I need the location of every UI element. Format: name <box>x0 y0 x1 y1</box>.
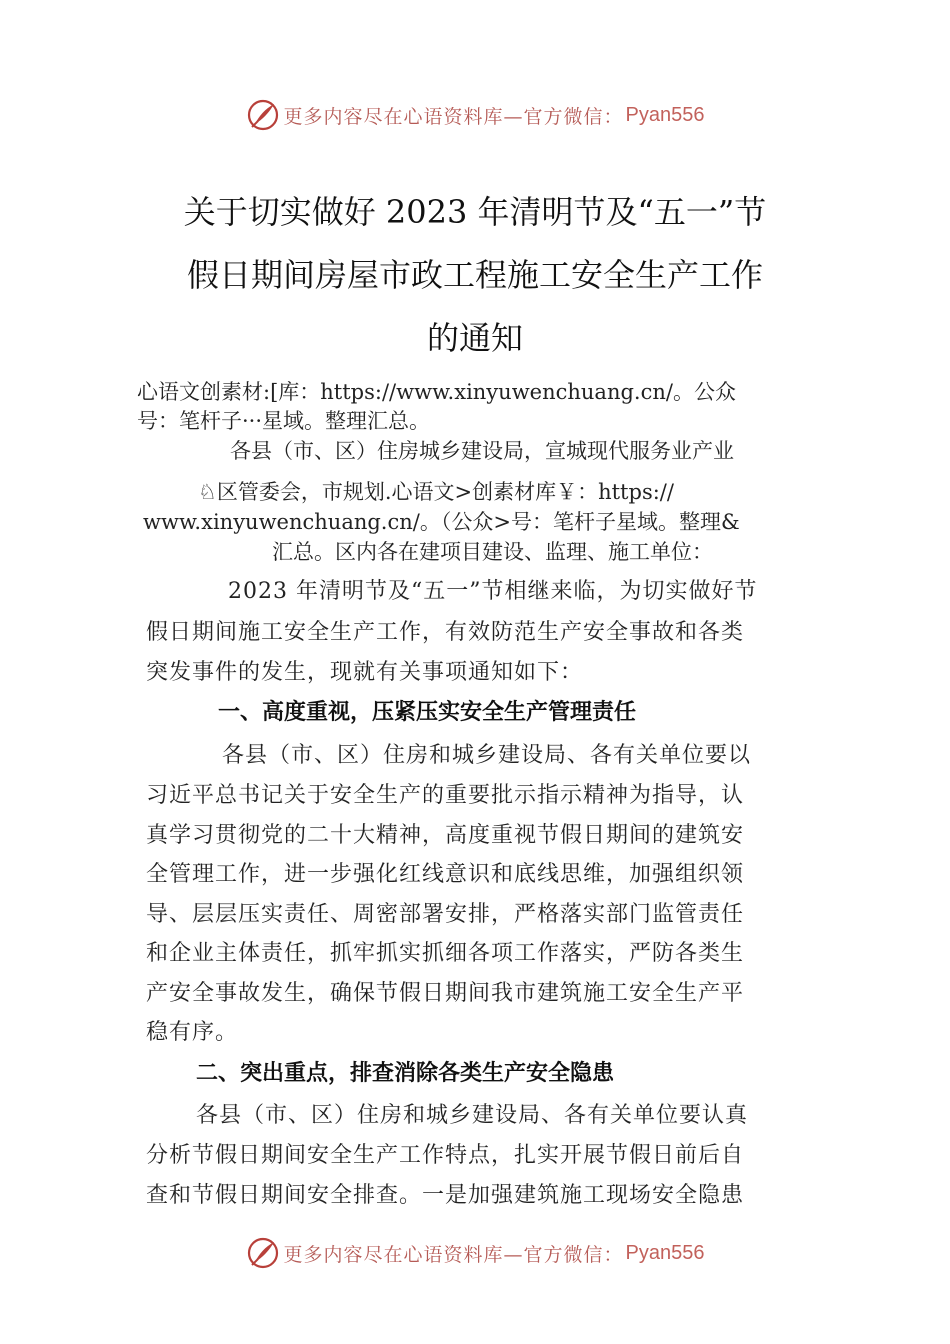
recipients-line-1: 各县（市、区）住房城乡建设局，宣城现代服务业产业 <box>230 439 734 463</box>
watermark-wechat-id: Pyan556 <box>625 1241 705 1264</box>
section-2-line-2: 分析节假日期间安全生产工作特点，扎实开展节假日前后自 <box>146 1143 745 1168</box>
section-1-line-6: 和企业主体责任，抓牢抓实抓细各项工作落实，严防各类生 <box>146 941 745 966</box>
section-1-line-1: 各县（市、区）住房和城乡建设局、各有关单位要以 <box>222 743 752 768</box>
intro-line-2: 假日期间施工安全生产工作，有效防范生产安全事故和各类 <box>146 620 745 645</box>
document-title-line-2: 假日期间房屋市政工程施工安全生产工作 <box>186 256 763 294</box>
section-1-line-4: 全管理工作，进一步强化红线意识和底线思维，加强组织领 <box>146 862 745 887</box>
section-1-heading: 一、高度重视，压紧压实安全生产管理责任 <box>218 700 637 725</box>
watermark-text: 更多内容尽在心语资料库—官方微信： <box>283 1243 624 1266</box>
section-1-line-3: 真学习贯彻党的二十大精神，高度重视节假日期间的建筑安 <box>146 823 745 848</box>
section-2-line-3: 查和节假日期间安全排查。一是加强建筑施工现场安全隐患 <box>146 1183 745 1208</box>
document-title-line-1: 关于切实做好 2023 年清明节及“五一”节 <box>183 193 767 231</box>
watermark-banner-top <box>0 95 950 135</box>
document-title-line-3: 的通知 <box>426 319 523 357</box>
section-1-line-5: 导、层层压实责任、周密部署安排，严格落实部门监管责任 <box>146 902 745 927</box>
source-note-line-1: 心语文创素材:[库：https://www.xinyuwenchuang.cn/。公众 <box>137 380 736 404</box>
intro-line-3: 突发事件的发生，现就有关事项通知如下： <box>146 660 584 685</box>
section-1-line-2: 习近平总书记关于安全生产的重要批示指示精神为指导，认 <box>146 783 745 808</box>
watermark-text: 更多内容尽在心语资料库—官方微信： <box>283 105 624 128</box>
watermark-banner-bottom <box>0 1233 950 1273</box>
intro-line-1: 2023 年清明节及“五一”节相继来临，为切实做好节 <box>228 579 758 604</box>
quill-pen-logo-icon <box>246 1236 280 1270</box>
section-2-line-1: 各县（市、区）住房和城乡建设局、各有关单位要认真 <box>196 1103 749 1128</box>
recipients-line-3: www.xinyuwenchuang.cn/。（公众>号：笔杆子星域。整理& <box>143 510 740 534</box>
recipients-line-2: ♘区管委会，市规划.心语文>创素材库￥：https:// <box>198 480 674 504</box>
watermark-wechat-id: Pyan556 <box>625 103 705 126</box>
source-note-line-2: 号：笔杆子···星域。整理汇总。 <box>137 409 431 433</box>
section-2-heading: 二、突出重点，排查消除各类生产安全隐患 <box>196 1061 615 1086</box>
section-1-line-7: 产安全事故发生，确保节假日期间我市建筑施工安全生产平 <box>146 981 745 1006</box>
section-1-line-8: 稳有序。 <box>146 1020 239 1045</box>
recipients-line-4: 汇总。区内各在建项目建设、监理、施工单位： <box>272 540 713 564</box>
quill-pen-logo-icon <box>246 98 280 132</box>
